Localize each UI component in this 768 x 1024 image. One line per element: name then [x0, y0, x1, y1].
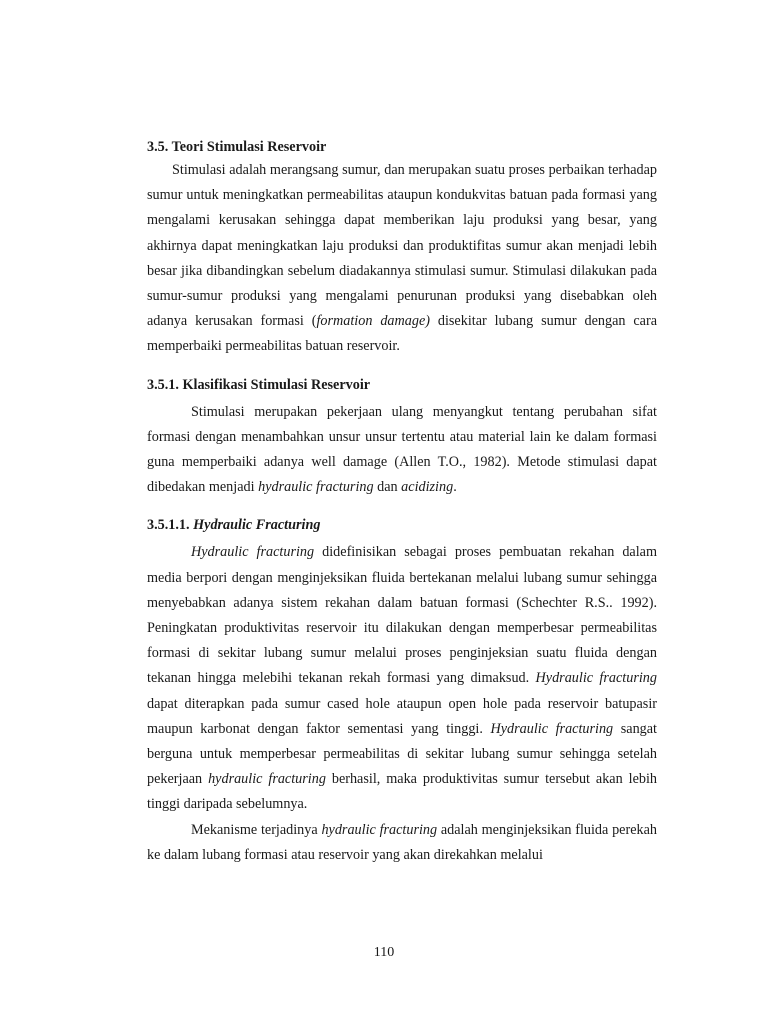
page-content: [147, 136, 657, 868]
emphasis-text: Hydraulic fracturing: [191, 544, 315, 561]
paragraph-text: dan: [373, 479, 402, 496]
paragraph-text: disekitar lubang sumur dengan cara memperbaiki permeabilitas batuan reservoir.: [147, 313, 657, 355]
emphasis-text: formation damage): [316, 313, 430, 330]
paragraph-hydraulic-fracturing-definition: [147, 540, 657, 817]
paragraph-text: sangat berguna untuk memperbesar permeabilitas di sekitar lubang sumur sehingga setelah pekerjaan: [147, 720, 657, 788]
paragraph-klasifikasi: [147, 400, 657, 501]
paragraph-text: berhasil, maka produktivitas sumur tersebut akan lebih tinggi daripada sebelumnya.: [147, 771, 657, 813]
paragraph-mekanisme: [147, 818, 657, 868]
section-heading-3-5-1: 3.5.1. Klasifikasi Stimulasi Reservoir: [147, 376, 371, 393]
paragraph-text: .: [453, 479, 457, 496]
heading-title: Hydraulic Fracturing: [193, 517, 321, 534]
emphasis-text: hydraulic fracturing: [208, 771, 326, 788]
section-heading-3-5-1-1: [147, 514, 657, 536]
paragraph-text: Mekanisme terjadinya: [191, 821, 322, 838]
emphasis-text: acidizing: [401, 479, 454, 496]
section-heading-3-5: 3.5. Teori Stimulasi Reservoir: [147, 139, 327, 155]
heading-number: 3.5.1.1.: [147, 517, 194, 534]
paragraph-text: adalah menginjeksikan fluida perekah ke dalam lubang formasi atau reservoir yang akan direkahkan melalui: [147, 821, 657, 863]
paragraph-text: didefinisikan sebagai proses pembuatan rekahan dalam media berpori dengan menginjeksikan fluida bertekanan melalui lubang sumur sehingga menyebabkan adanya sistem rekahan dalam batuan formasi (Schechter R.S.. 1992). Peningkatan produktivitas reservoir itu dilakukan dengan memperbesar permeabilitas formasi di sekitar lubang sumur melalui proses penginjeksian suatu fluida dengan tekanan hingga melebihi tekanan rekah formasi yang dimaksud.: [147, 544, 657, 687]
paragraph-text: dapat diterapkan pada sumur cased hole ataupun open hole pada reservoir batupasir maupun karbonat dengan faktor sementasi yang tinggi.: [147, 695, 657, 737]
paragraph-stimulasi-definition: [147, 158, 657, 360]
paragraph-text: Stimulasi merupakan pekerjaan ulang menyangkut tentang perubahan sifat formasi dengan menambahkan unsur unsur tertentu atau material lain ke dalam formasi guna memperbaiki adanya well damage (Allen T.O., 1982). Metode stimulasi dapat dibedakan menjadi: [147, 403, 657, 496]
paragraph-text: Stimulasi adalah merangsang sumur, dan merupakan suatu proses perbaikan terhadap sumur untuk meningkatkan permeabilitas ataupun kondukvitas batuan pada formasi yang mengalami kerusakan sehingga dapat memberikan laju produksi yang besar, yang akhirnya dapat meningkatkan laju produksi dan produktifitas sumur akan menjadi lebih besar jika dibandingkan sebelum diadakannya stimulasi sumur. Stimulasi dilakukan pada sumur-sumur produksi yang mengalami penurunan produksi yang disebabkan oleh adanya kerusakan formasi (: [147, 162, 657, 330]
page-number: 110: [373, 945, 395, 960]
emphasis-text: hydraulic fracturing: [321, 821, 438, 838]
emphasis-text: hydraulic fracturing: [258, 479, 374, 496]
emphasis-text: Hydraulic fracturing: [490, 720, 614, 737]
emphasis-text: Hydraulic fracturing: [535, 670, 657, 687]
